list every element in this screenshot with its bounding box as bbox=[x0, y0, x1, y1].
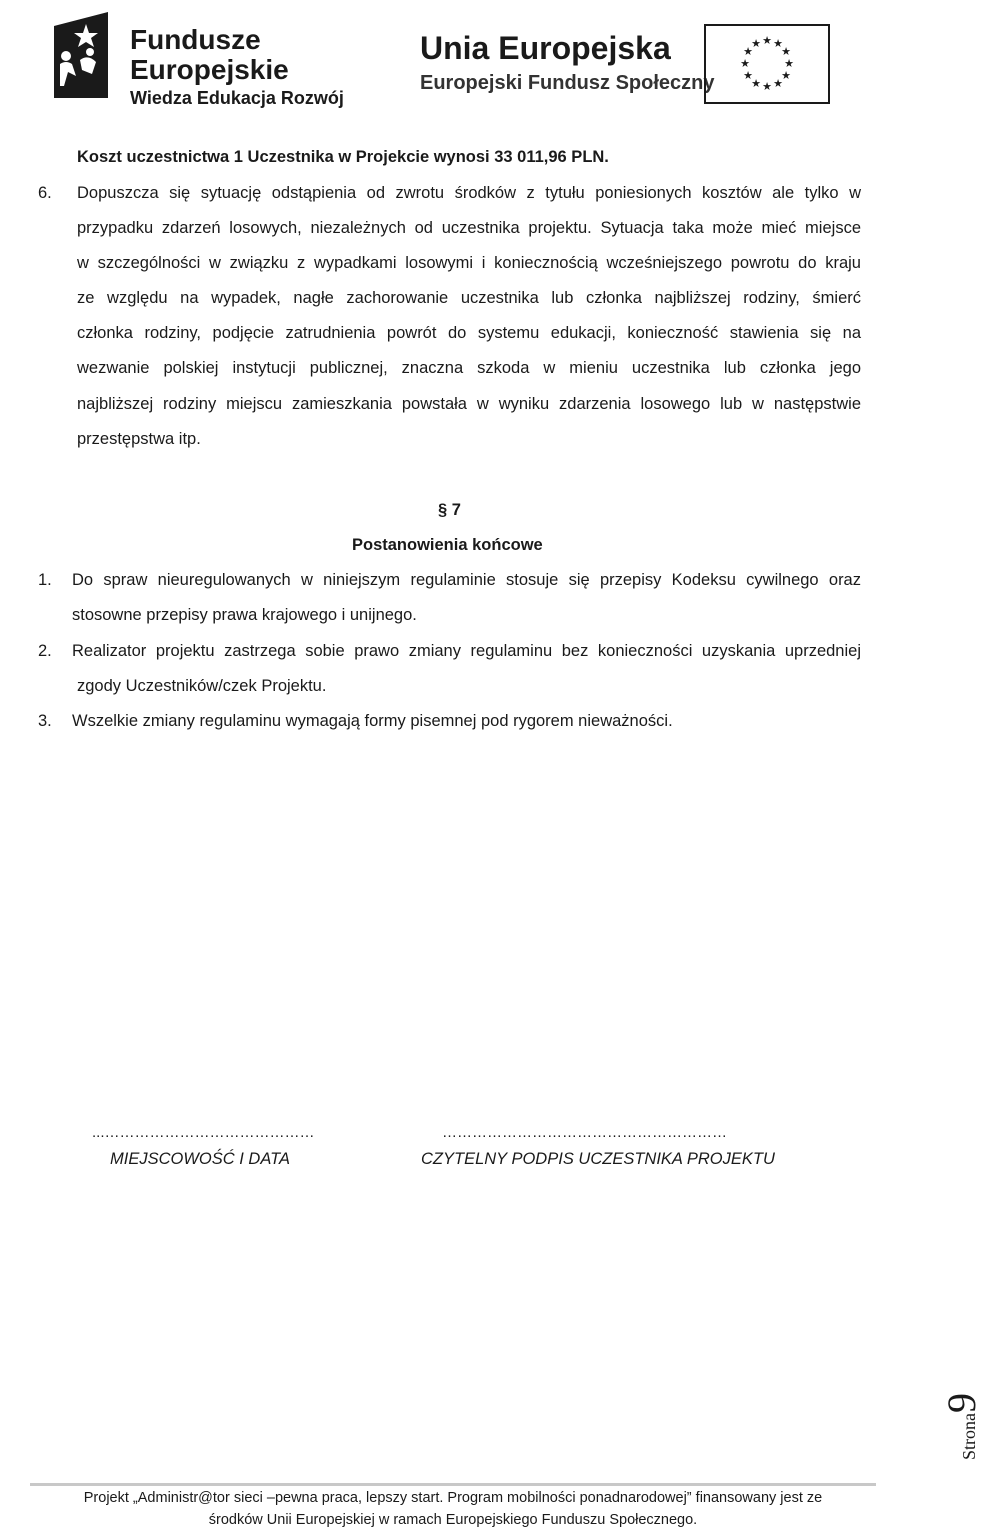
fe-logo-line3: Wiedza Edukacja Rozwój bbox=[130, 88, 344, 108]
item-6-number: 6. bbox=[38, 184, 52, 202]
svg-text:★: ★ bbox=[762, 34, 772, 47]
place-date-label: MIEJSCOWOŚĆ I DATA bbox=[110, 1150, 290, 1168]
item-6-line: najbliższej rodziny miejscu zamieszkania powstała w wyniku zdarzenia losowego lub w następstwie bbox=[77, 395, 861, 413]
item-6-line: przestępstwa itp. bbox=[77, 430, 201, 448]
ue-logo-subtitle: Europejski Fundusz Społeczny bbox=[420, 72, 715, 94]
fe-logo-line1: Fundusze bbox=[130, 24, 261, 55]
signature-dotted-line: ………………………………………………… bbox=[442, 1124, 727, 1141]
item-6-line: ze względu na wypadek, nagłe zachorowanie uczestnika lub członka najbliższej rodziny, śmierć bbox=[77, 289, 861, 307]
fe-logo-line2: Europejskie bbox=[130, 54, 289, 85]
ue-logo-title: Unia Europejska bbox=[420, 30, 671, 66]
svg-text:★: ★ bbox=[743, 69, 753, 82]
participation-cost: Koszt uczestnictwa 1 Uczestnika w Projekcie wynosi 33 011,96 PLN. bbox=[77, 148, 609, 166]
final-item-3-line: Wszelkie zmiany regulaminu wymagają formy pisemnej pod rygorem nieważności. bbox=[72, 712, 673, 730]
eu-flag-icon bbox=[704, 24, 830, 104]
svg-text:★: ★ bbox=[743, 45, 753, 58]
fundusze-europejskie-logo bbox=[50, 6, 350, 114]
svg-text:★: ★ bbox=[781, 45, 791, 58]
footer-line-1: Projekt „Administr@tor sieci –pewna praca, lepszy start. Program mobilności ponadnarodowej” finansowany jest ze bbox=[83, 1490, 823, 1506]
item-6-line: w szczególności w związku z wypadkami losowymi i koniecznością wcześniejszego powrotu do kraju bbox=[77, 254, 861, 272]
page-number-marker bbox=[938, 1393, 985, 1460]
final-item-1-line: stosowne przepisy prawa krajowego i unijnego. bbox=[72, 606, 417, 624]
page-number: 9 bbox=[939, 1393, 984, 1413]
svg-text:★: ★ bbox=[740, 57, 750, 70]
item-6-line: członka rodziny, podjęcie zatrudnienia powrót do systemu edukacji, konieczność stawienia się na bbox=[77, 324, 861, 342]
final-item-1-number: 1. bbox=[38, 571, 52, 589]
svg-text:★: ★ bbox=[773, 37, 783, 50]
section-mark: § 7 bbox=[438, 501, 461, 519]
footer-line-2: środków Unii Europejskiej w ramach Europejskiego Funduszu Społecznego. bbox=[208, 1512, 698, 1528]
svg-text:★: ★ bbox=[751, 37, 761, 50]
page-word: Strona bbox=[959, 1413, 979, 1460]
svg-text:★: ★ bbox=[762, 80, 772, 93]
place-date-dotted-line: ...…………………………………… bbox=[92, 1124, 315, 1141]
svg-text:★: ★ bbox=[773, 77, 783, 90]
svg-text:★: ★ bbox=[784, 57, 794, 70]
final-item-1-line: Do spraw nieuregulowanych w niniejszym regulaminie stosuje się przepisy Kodeksu cywilnego oraz bbox=[72, 571, 861, 589]
fe-star-emblem-icon bbox=[52, 10, 112, 100]
svg-text:★: ★ bbox=[751, 77, 761, 90]
unia-europejska-logo bbox=[420, 20, 840, 110]
footer-divider bbox=[30, 1483, 876, 1486]
item-6-line: wezwanie polskiej instytucji publicznej, znaczna szkoda w mieniu uczestnika lub członka jego bbox=[77, 359, 861, 377]
final-item-2-line: zgody Uczestników/czek Projektu. bbox=[77, 677, 327, 695]
final-item-2-line: Realizator projektu zastrzega sobie prawo zmiany regulaminu bez konieczności uzyskania uprzedniej bbox=[72, 642, 861, 660]
final-item-2-number: 2. bbox=[38, 642, 52, 660]
item-6-line: przypadku zdarzeń losowych, niezależnych od uczestnika projektu. Sytuacja taka może mieć miejsce bbox=[77, 219, 861, 237]
final-item-3-number: 3. bbox=[38, 712, 52, 730]
section-title: Postanowienia końcowe bbox=[352, 536, 543, 554]
signature-label: CZYTELNY PODPIS UCZESTNIKA PROJEKTU bbox=[421, 1150, 775, 1168]
item-6-line: Dopuszcza się sytuację odstąpienia od zwrotu środków z tytułu poniesionych kosztów ale tylko w bbox=[77, 184, 861, 202]
svg-text:★: ★ bbox=[781, 69, 791, 82]
